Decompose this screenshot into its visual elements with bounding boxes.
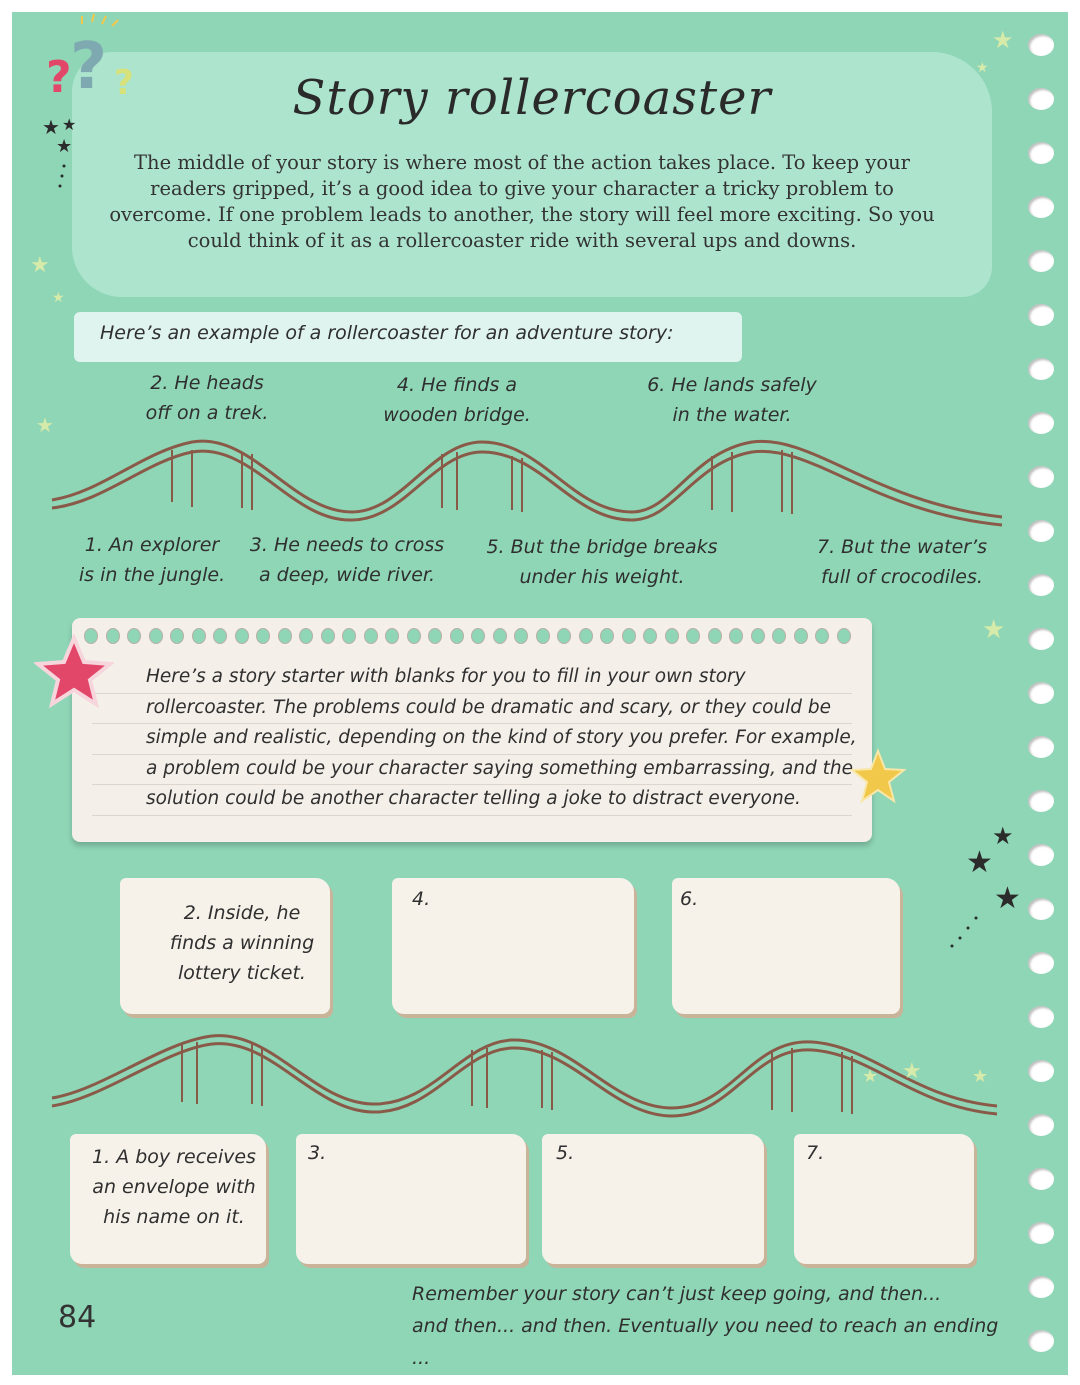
example-step-2-line1: 2. He heads xyxy=(150,372,264,394)
svg-text:★: ★ xyxy=(976,60,989,76)
story-starter-text: Here’s a story starter with blanks for you to fill in your own story rollercoaster. The problems could be dramatic and scary, or they could be simple and realistic, depending on the kind of story you prefer. For example, a problem could be your character saying something embarrassing, and the solution could be another character telling a joke to distract everyone. xyxy=(146,666,857,809)
svg-text:★: ★ xyxy=(30,253,50,278)
spiral-hole xyxy=(1028,1114,1054,1136)
spiral-hole xyxy=(1028,520,1054,542)
board-step-4-label: 4. xyxy=(412,888,431,910)
spiral-hole xyxy=(1028,1276,1054,1298)
spiral-hole xyxy=(1028,1168,1054,1190)
board-step-3-label: 3. xyxy=(308,1142,327,1164)
spiral-hole xyxy=(1028,952,1054,974)
board-step-5-label: 5. xyxy=(556,1142,575,1164)
spiral-hole xyxy=(1028,574,1054,596)
footer-line2: and then... and then. Eventually you need to reach an ending ... xyxy=(412,1315,999,1369)
starter-rollercoaster-track xyxy=(12,12,1068,1212)
spiral-hole xyxy=(1028,466,1054,488)
spiral-hole xyxy=(1028,1060,1054,1082)
svg-text:?: ? xyxy=(114,63,134,103)
spiral-hole xyxy=(1028,1222,1054,1244)
intro-paragraph: The middle of your story is where most of the action takes place. To keep your readers gripped, it’s a good idea to give your character a tricky problem to overcome. If one problem leads to another, the story will feel more exciting. So you could think of it as a rollercoaster ride with several ups and downs. xyxy=(109,151,935,252)
example-step-2-line2: off on a trek. xyxy=(145,402,269,424)
pale-stars-mid-icon xyxy=(962,592,1022,662)
example-step-4-line2: wooden bridge. xyxy=(383,404,531,426)
example-heading: Here’s an example of a rollercoaster for an adventure story: xyxy=(100,322,674,344)
footer-line1: Remember your story can’t just keep going, and then... xyxy=(412,1283,942,1305)
page-number: 84 xyxy=(58,1300,97,1335)
board-step-6-label: 6. xyxy=(680,888,699,910)
example-step-1-line1: 1. An explorer xyxy=(84,534,220,556)
spiral-hole xyxy=(1028,1330,1054,1352)
board-step-7-label: 7. xyxy=(806,1142,825,1164)
svg-text:★: ★ xyxy=(994,881,1021,916)
spiral-hole xyxy=(1028,898,1054,920)
spiral-hole xyxy=(1028,736,1054,758)
workbook-page xyxy=(12,12,1068,1375)
spiral-hole xyxy=(1028,88,1054,110)
svg-text:?: ? xyxy=(70,30,108,104)
spiral-hole xyxy=(1028,34,1054,56)
spiral-hole xyxy=(1028,790,1054,812)
board-step-2-line1: 2. Inside, he xyxy=(183,902,301,924)
example-step-5-line2: under his weight. xyxy=(519,566,685,588)
example-step-7-line1: 7. But the water’s xyxy=(816,536,988,558)
svg-text:★: ★ xyxy=(36,413,54,437)
spiral-hole xyxy=(1028,1006,1054,1028)
spiral-hole xyxy=(1028,196,1054,218)
example-step-3-line1: 3. He needs to cross xyxy=(249,534,445,556)
example-step-6-line2: in the water. xyxy=(672,404,792,426)
svg-text:★: ★ xyxy=(966,845,993,880)
spiral-hole xyxy=(1028,844,1054,866)
spiral-hole xyxy=(1028,142,1054,164)
svg-text:★: ★ xyxy=(982,615,1006,645)
spiral-hole xyxy=(1028,358,1054,380)
example-step-6-line1: 6. He lands safely xyxy=(647,374,817,396)
pale-stars-left-icon xyxy=(22,242,82,442)
svg-text:★: ★ xyxy=(972,1066,989,1087)
dark-stars-icon xyxy=(38,112,98,202)
board-step-1-line1: 1. A boy receives xyxy=(92,1146,256,1168)
spiral-hole xyxy=(1028,682,1054,704)
svg-text:?: ? xyxy=(46,52,72,103)
board-step-1-line3: his name on it. xyxy=(103,1206,245,1228)
board-step-5[interactable] xyxy=(542,1134,764,1264)
example-step-3-line2: a deep, wide river. xyxy=(258,564,435,586)
board-step-2-line2: finds a winning xyxy=(169,932,315,954)
spiral-hole xyxy=(1028,304,1054,326)
footer-note xyxy=(412,1278,1012,1374)
board-step-2-line3: lottery ticket. xyxy=(178,962,306,984)
dark-stars-right-icon xyxy=(932,818,1032,958)
example-step-1-line2: is in the jungle. xyxy=(78,564,226,586)
svg-text:★: ★ xyxy=(902,1059,922,1084)
svg-text:★: ★ xyxy=(992,26,1014,54)
spiral-hole xyxy=(1028,628,1054,650)
board-step-3[interactable] xyxy=(296,1134,526,1264)
page-title: Story rollercoaster xyxy=(292,70,772,126)
example-step-7-line2: full of crocodiles. xyxy=(821,566,983,588)
board-step-1-text xyxy=(84,1142,264,1232)
svg-text:★: ★ xyxy=(862,1066,879,1087)
svg-text:★: ★ xyxy=(42,115,60,139)
board-step-1-line2: an envelope with xyxy=(92,1176,256,1198)
svg-text:★: ★ xyxy=(56,136,73,157)
pale-stars-right-icon xyxy=(852,1042,1012,1102)
svg-text:★: ★ xyxy=(992,822,1014,850)
spiral-hole xyxy=(1028,250,1054,272)
spiral-hole xyxy=(1028,412,1054,434)
example-step-4-line1: 4. He finds a xyxy=(396,374,518,396)
example-step-5-line1: 5. But the bridge breaks xyxy=(486,536,718,558)
svg-text:★: ★ xyxy=(52,290,65,306)
svg-text:★: ★ xyxy=(62,115,77,134)
